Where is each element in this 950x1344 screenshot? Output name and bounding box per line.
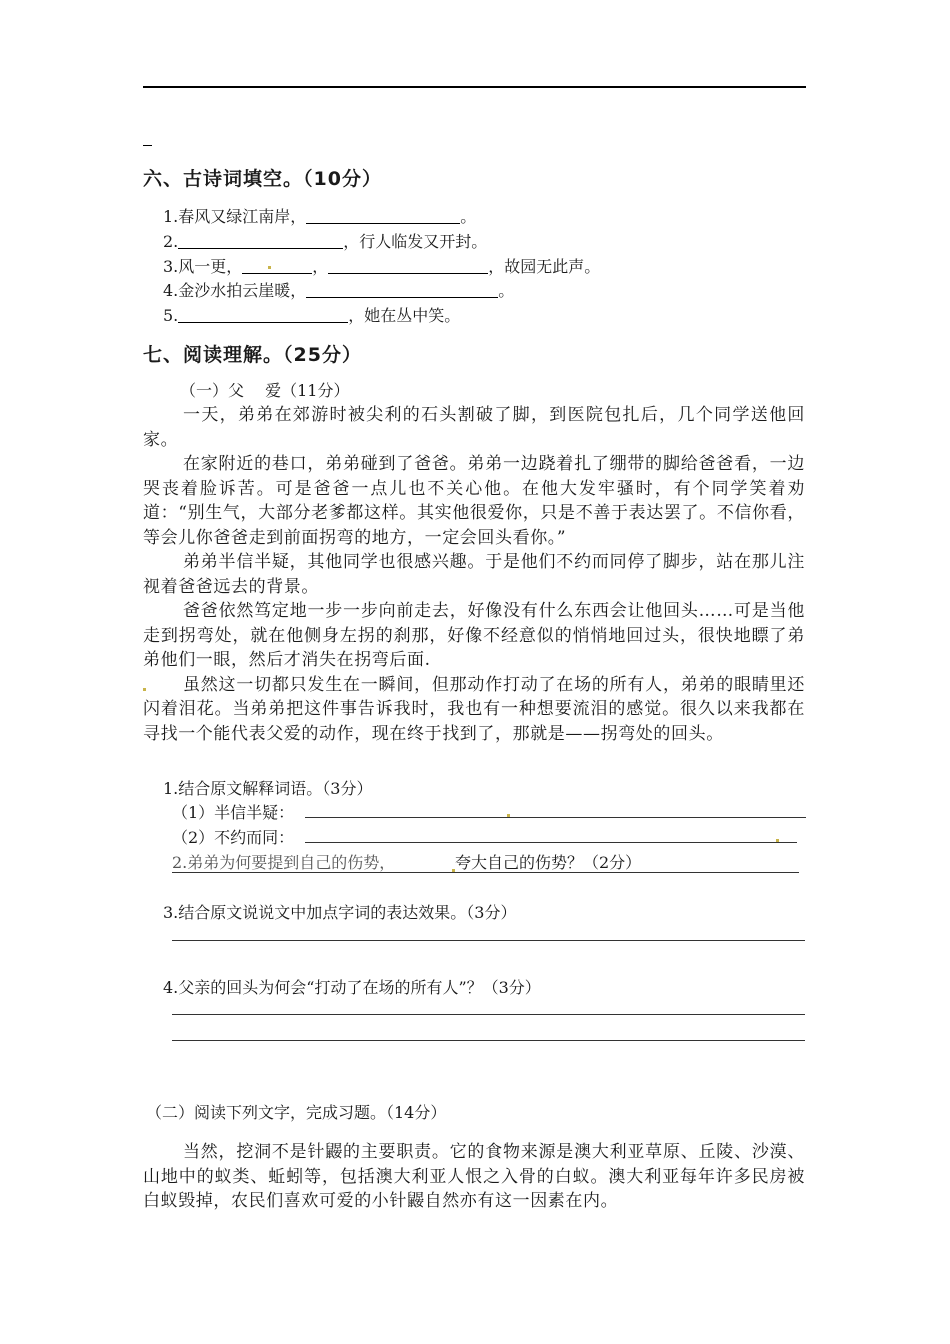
item-text: 。 — [460, 207, 477, 226]
passage1-body — [143, 403, 805, 746]
question-1b: （2）不约而同： — [172, 828, 295, 847]
item-number: 5. — [163, 306, 179, 325]
answer-blank[interactable] — [178, 306, 348, 323]
question-1: 1.结合原文解释词语。（3分） — [163, 779, 373, 798]
paragraph: 一天，弟弟在郊游时被尖利的石头割破了脚，到医院包扎后，几个同学送他回家。 — [143, 405, 805, 450]
item-text: ，故园无此声。 — [488, 257, 601, 276]
scan-speck — [452, 869, 455, 872]
scan-speck — [507, 814, 510, 817]
item-text: 风一更， — [178, 257, 243, 276]
item-text: ，行人临发又开封。 — [343, 232, 488, 251]
item-number: 2. — [163, 232, 179, 251]
paragraph: 当然，挖洞不是针鼹的主要职责。它的食物来源是澳大利亚草原、丘陵、沙漠、山地中的蚁类、蚯蚓等，包括澳大利亚人恨之入骨的白蚁。澳大利亚每年许多民房被白蚁毁掉，农民们喜欢可爱的小针鼹自然亦有这一因素在内。 — [143, 1142, 805, 1211]
passage1-title: （一）父 爱（11分） — [180, 381, 350, 400]
item-number: 3. — [163, 257, 179, 276]
item-text: 春风又绿江南岸， — [178, 207, 307, 226]
paragraph: 爸爸依然笃定地一步一步向前走去，好像没有什么东西会让他回头……可是当他走到拐弯处，就在他侧身左拐的刹那，好像不经意似的悄悄地回过头，很快地瞟了弟弟他们一眼，然后才消失在拐弯后面. — [143, 601, 805, 670]
section7-title: 七、阅读理解。（25分） — [143, 344, 362, 366]
answer-line-4a[interactable] — [172, 1014, 805, 1015]
scan-speck — [268, 266, 271, 269]
header-rule — [143, 86, 806, 88]
poem-item-1 — [163, 204, 476, 227]
question-4: 4.父亲的回头为何会“打动了在场的所有人”？（3分） — [163, 978, 541, 997]
answer-line-1a[interactable] — [305, 817, 806, 818]
dash-mark — [143, 145, 152, 146]
scan-speck — [143, 688, 146, 691]
answer-blank[interactable] — [306, 281, 498, 298]
poem-item-3 — [163, 254, 600, 277]
answer-blank[interactable] — [328, 257, 488, 274]
poem-item-5 — [163, 303, 460, 326]
poem-item-4 — [163, 278, 514, 301]
item-text: 。 — [498, 281, 515, 300]
poem-item-2 — [163, 229, 487, 252]
answer-line-1b[interactable] — [305, 842, 797, 843]
question-3: 3.结合原文说说文中加点字词的表达效果。（3分） — [163, 903, 517, 922]
paragraph: 虽然这一切都只发生在一瞬间，但那动作打动了在场的所有人，弟弟的眼睛里还闪着泪花。当弟弟把这件事告诉我时，我也有一种想要流泪的感觉。很久以来我都在寻找一个能代表父爱的动作，现在终于找到了，那就是——拐弯处的回头。 — [143, 674, 805, 744]
question-2: 夸大自己的伤势？（2分） — [455, 853, 642, 872]
passage2-body — [143, 1140, 805, 1214]
passage2-title: （二）阅读下列文字，完成习题。（14分） — [146, 1103, 447, 1122]
answer-line-2[interactable] — [172, 872, 799, 873]
item-number: 1. — [163, 207, 179, 226]
paragraph: 在家附近的巷口，弟弟碰到了爸爸。弟弟一边跷着扎了绷带的脚给爸爸看，一边哭丧着脸诉苦。可是爸爸一点儿也不关心他。在他大发牢骚时，有个同学笑着劝道：“别生气，大部分老爹都这样。其实他很爱你，只是不善于表达罢了。不信你看，等会儿你爸爸走到前面拐弯的地方，一定会回头看你。” — [143, 454, 805, 548]
answer-blank[interactable] — [242, 257, 312, 274]
paragraph: 弟弟半信半疑，其他同学也很感兴趣。于是他们不约而同停了脚步，站在那儿注视着爸爸远去的背景。 — [143, 552, 805, 597]
item-number: 4. — [163, 281, 179, 300]
section6-title: 六、古诗词填空。（10分） — [143, 168, 382, 190]
question-2-obscured: 2.弟弟为何要提到自己的伤势， — [172, 853, 396, 872]
question-1a: （1）半信半疑： — [172, 803, 295, 822]
answer-line-3[interactable] — [172, 940, 805, 941]
answer-blank[interactable] — [306, 207, 460, 224]
item-text: ， — [312, 257, 329, 276]
answer-blank[interactable] — [178, 232, 343, 249]
answer-line-4b[interactable] — [172, 1040, 805, 1041]
scan-speck — [776, 839, 779, 842]
item-text: ，她在丛中笑。 — [348, 306, 461, 325]
item-text: 金沙水拍云崖暖， — [178, 281, 307, 300]
